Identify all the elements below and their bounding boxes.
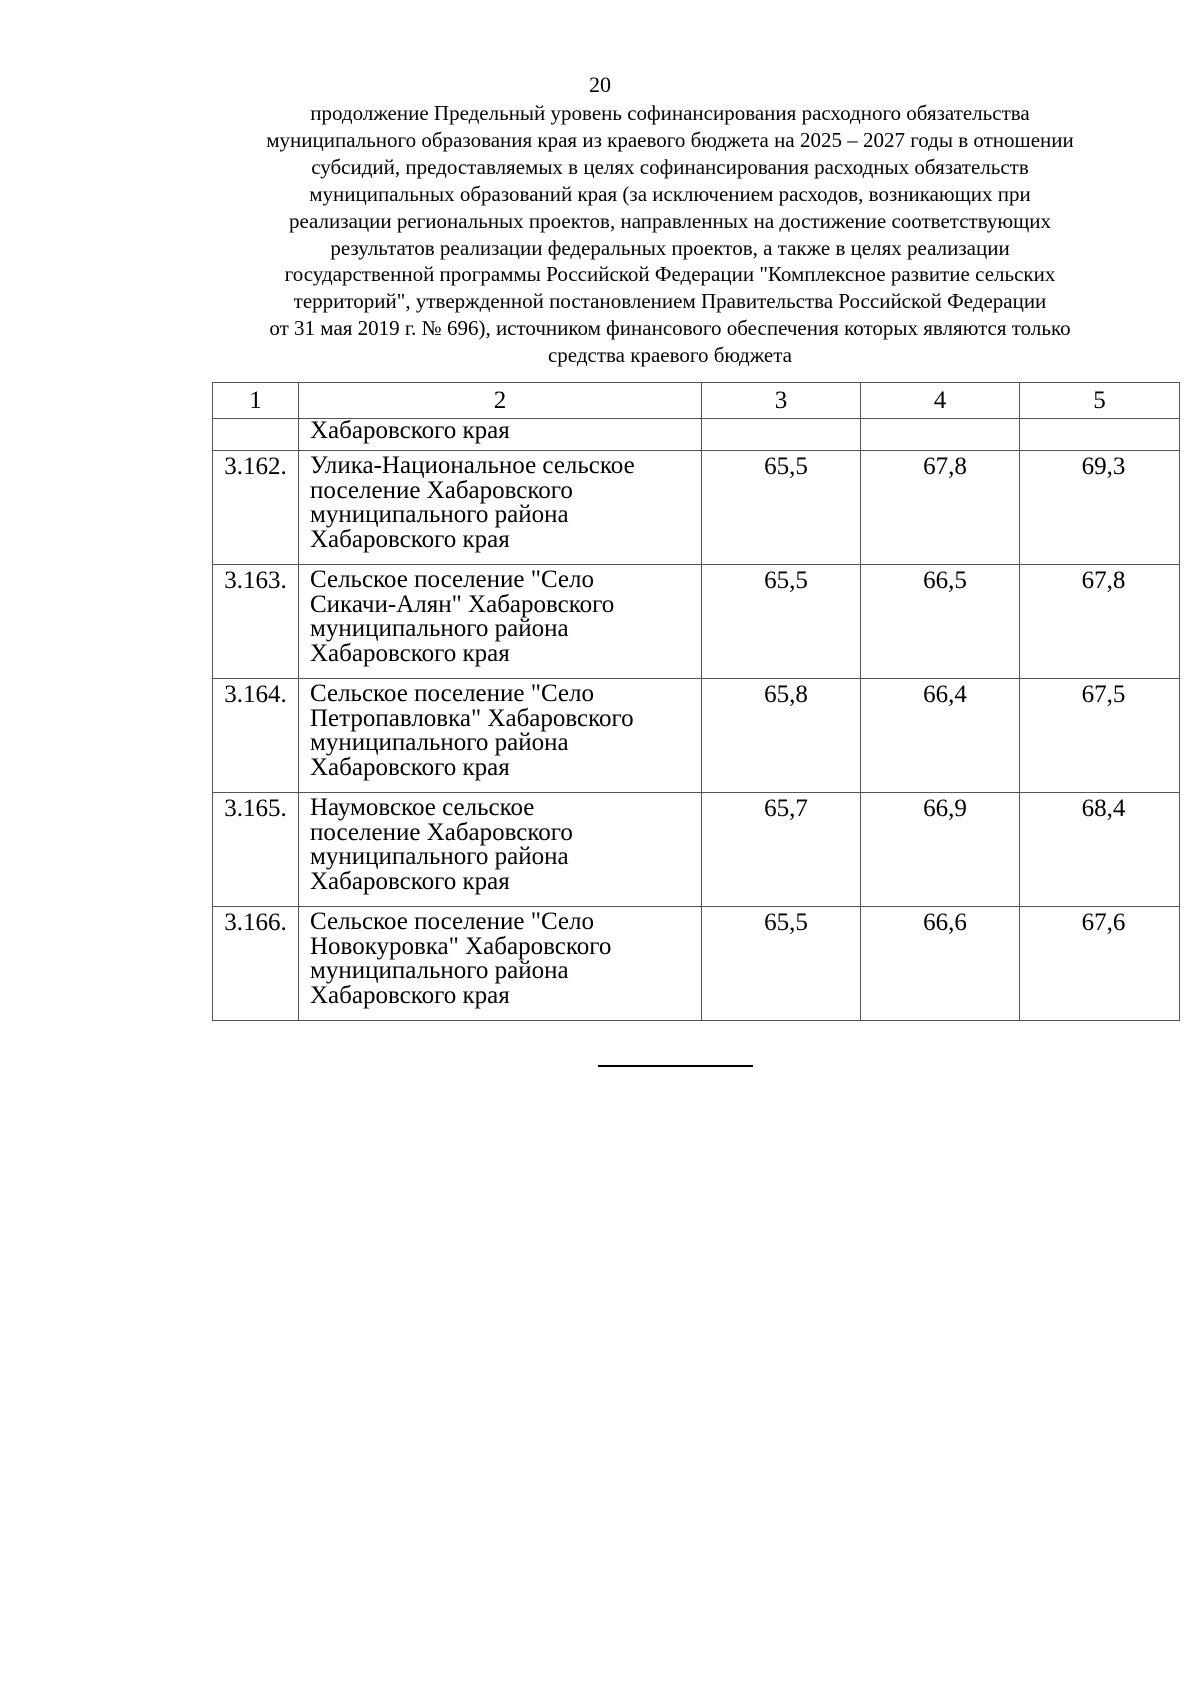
cell-value-3: 65,5 (702, 451, 861, 565)
cell-value-4: 66,9 (861, 793, 1020, 907)
cell-value-4: 67,8 (861, 451, 1020, 565)
cell-value-5: 67,8 (1020, 565, 1180, 679)
name-line: Хабаровского края (310, 525, 510, 553)
cell-value-3 (702, 419, 861, 451)
heading-line: территорий", утвержденной постановлением Правительства Российской Федерации (293, 289, 1047, 314)
document-heading (190, 100, 1150, 369)
name-line: муниципального района (310, 501, 569, 528)
cell-name (299, 565, 702, 679)
page-number: 20 (589, 72, 611, 97)
name-line: Хабаровского края (310, 753, 510, 781)
name-line: Сельское поселение "Село (310, 908, 595, 935)
heading-line: результатов реализации федеральных проектов, а также в целях реализации (330, 235, 1010, 260)
table-row (213, 451, 1180, 565)
name-line: Хабаровского края (310, 639, 510, 667)
name-line: Новокуровка" Хабаровского (310, 932, 612, 960)
name-line: Сельское поселение "Село (310, 680, 595, 707)
table-row (213, 565, 1180, 679)
name-line: муниципального района (310, 957, 569, 984)
table-row (213, 793, 1180, 907)
cell-value-3: 65,8 (702, 679, 861, 793)
cell-name: Хабаровского края (299, 419, 702, 451)
cell-value-4 (861, 419, 1020, 451)
cell-name (299, 793, 702, 907)
cell-value-5: 67,6 (1020, 907, 1180, 1021)
cell-value-4: 66,5 (861, 565, 1020, 679)
cell-number: 3.163. (213, 565, 299, 679)
cell-number: 3.165. (213, 793, 299, 907)
heading-line: от 31 мая 2019 г. № 696), источником финансового обеспечения которых являются только (269, 316, 1071, 341)
cell-value-3: 65,5 (702, 565, 861, 679)
column-header-5: 5 (1020, 383, 1180, 419)
name-line: Хабаровского края (310, 867, 510, 895)
name-line: муниципального района (310, 729, 569, 756)
name-line: муниципального района (310, 615, 569, 642)
heading-line: средства краевого бюджета (547, 343, 792, 368)
column-header-4: 4 (861, 383, 1020, 419)
column-header-1: 1 (213, 383, 299, 419)
heading-line: субсидий, предоставляемых в целях софинансирования расходных обязательств (311, 154, 1029, 179)
name-line: Сикачи-Алян" Хабаровского (310, 590, 615, 618)
heading-line: реализации региональных проектов, направленных на достижение соответствующих (288, 208, 1052, 233)
cell-number (213, 419, 299, 451)
name-line: поселение Хабаровского (310, 476, 573, 504)
table-row-continuation (213, 419, 1180, 451)
cell-number: 3.164. (213, 679, 299, 793)
heading-line: муниципальных образований края (за исключением расходов, возникающих при (309, 181, 1031, 206)
name-line: Хабаровского края (310, 981, 510, 1009)
table-header-row (213, 383, 1180, 419)
cell-value-5: 69,3 (1020, 451, 1180, 565)
heading-line: продолжение Предельный уровень софинансирования расходного обязательства (310, 101, 1030, 125)
cell-name (299, 451, 702, 565)
name-line: Наумовское сельское (310, 794, 535, 821)
name-line: поселение Хабаровского (310, 818, 573, 846)
cell-value-4: 66,6 (861, 907, 1020, 1021)
cell-number: 3.162. (213, 451, 299, 565)
name-line: муниципального района (310, 843, 569, 870)
cell-value-3: 65,7 (702, 793, 861, 907)
column-header-3: 3 (702, 383, 861, 419)
cell-value-5: 67,5 (1020, 679, 1180, 793)
table-row (213, 679, 1180, 793)
cell-value-5: 68,4 (1020, 793, 1180, 907)
table-row (213, 907, 1180, 1021)
name-line: Улика-Национальное сельское (310, 452, 635, 479)
cell-value-3: 65,5 (702, 907, 861, 1021)
name-line: Сельское поселение "Село (310, 566, 595, 593)
end-of-document-rule (598, 1065, 753, 1067)
column-header-2: 2 (299, 383, 702, 419)
heading-line: государственной программы Российской Федерации "Комплексное развитие сельских (284, 262, 1056, 287)
cell-value-5 (1020, 419, 1180, 451)
cofinancing-table (212, 382, 1180, 1021)
cell-name (299, 907, 702, 1021)
name-line: Петропавловка" Хабаровского (310, 704, 634, 732)
cell-number: 3.166. (213, 907, 299, 1021)
heading-line: муниципального образования края из краевого бюджета на 2025 – 2027 годы в отношении (266, 127, 1074, 152)
cell-name (299, 679, 702, 793)
cell-value-4: 66,4 (861, 679, 1020, 793)
